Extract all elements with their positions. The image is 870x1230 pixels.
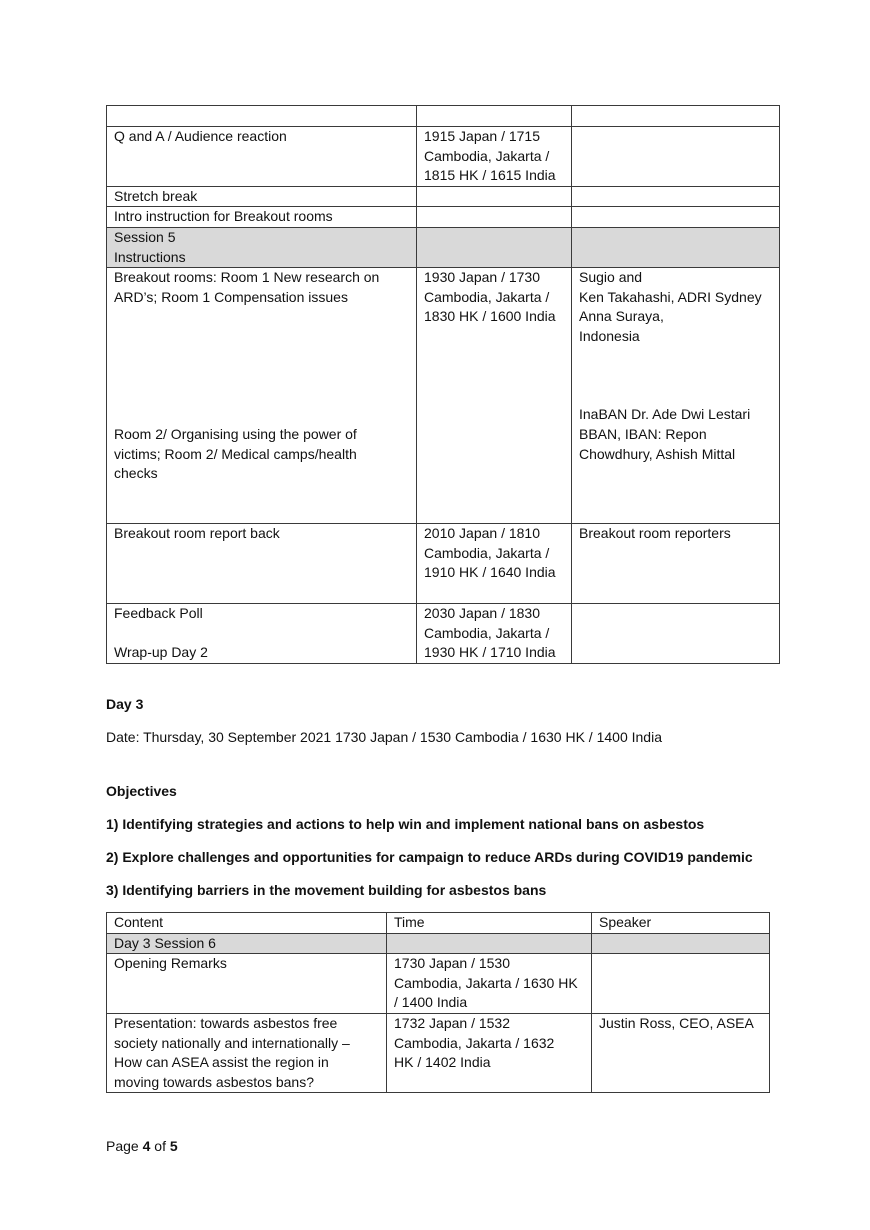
cell-content: Feedback Poll Wrap-up Day 2 [107,604,417,664]
table-row [107,268,780,524]
page-total: 5 [169,1138,178,1154]
table-row [107,106,780,127]
cell-content: Q and A / Audience reaction [107,127,417,187]
table-row [107,186,780,207]
page-current: 4 [142,1138,151,1154]
cell-time: 1930 Japan / 1730 Cambodia, Jakarta / 1830 HK / 1600 India [417,268,572,524]
cell-content [107,106,417,127]
page-prefix: Page [106,1138,143,1154]
cell-speaker [572,106,780,127]
table-row [107,1013,770,1092]
cell-speaker [572,604,780,664]
day3-date: Date: Thursday, 30 September 2021 1730 Japan / 1530 Cambodia / 1630 HK / 1400 India [106,729,662,745]
cell-time: 1730 Japan / 1530 Cambodia, Jakarta / 1630 HK / 1400 India [387,954,592,1014]
cell-time: 1732 Japan / 1532 Cambodia, Jakarta / 1632 HK / 1402 India [387,1013,592,1092]
table-row [107,524,780,604]
cell-content: Opening Remarks [107,954,387,1014]
cell-speaker [572,186,780,207]
header-speaker: Speaker [592,913,770,934]
objective-2: 2) Explore challenges and opportunities for campaign to reduce ARDs during COVID19 pandemic [106,849,753,865]
schedule-table-day2 [106,105,780,664]
table-row [107,604,780,664]
cell-speaker [572,227,780,267]
cell-speaker [592,933,770,954]
table-row [107,954,770,1014]
cell-time [417,227,572,267]
cell-speaker: Sugio and Ken Takahashi, ADRI Sydney Anna Suraya, Indonesia InaBAN Dr. Ade Dwi Lestari BBAN, IBAN: Repon Chowdhury, Ashish Mittal [572,268,780,524]
objective-3: 3) Identifying barriers in the movement building for asbestos bans [106,882,547,898]
cell-content: Presentation: towards asbestos free society nationally and internationally – How can ASEA assist the region in moving towards asbestos bans? [107,1013,387,1092]
table-row [107,933,770,954]
day3-heading: Day 3 [106,696,144,712]
header-time: Time [387,913,592,934]
cell-time [417,106,572,127]
cell-content: Intro instruction for Breakout rooms [107,207,417,228]
cell-time: 2010 Japan / 1810 Cambodia, Jakarta / 1910 HK / 1640 India [417,524,572,604]
cell-speaker [572,207,780,228]
cell-speaker [572,127,780,187]
cell-speaker [592,954,770,1014]
header-content: Content [107,913,387,934]
objectives-heading: Objectives [106,783,177,799]
cell-content: Breakout room report back [107,524,417,604]
objective-1: 1) Identifying strategies and actions to help win and implement national bans on asbestos [106,816,705,832]
table-row [107,127,780,187]
cell-content: Session 5 Instructions [107,227,417,267]
cell-content: Stretch break [107,186,417,207]
cell-speaker: Justin Ross, CEO, ASEA [592,1013,770,1092]
cell-content: Breakout rooms: Room 1 New research on ARD’s; Room 1 Compensation issues Room 2/ Organising using the power of victims; Room 2/ Medical camps/health checks [107,268,417,524]
page-of: of [150,1138,170,1154]
page-footer [106,1138,178,1154]
cell-time [417,186,572,207]
schedule-table-day3 [106,912,770,1093]
cell-speaker: Breakout room reporters [572,524,780,604]
cell-time: 2030 Japan / 1830 Cambodia, Jakarta / 1930 HK / 1710 India [417,604,572,664]
table-header-row [107,913,770,934]
cell-time [387,933,592,954]
cell-content: Day 3 Session 6 [107,933,387,954]
cell-time: 1915 Japan / 1715 Cambodia, Jakarta / 1815 HK / 1615 India [417,127,572,187]
cell-time [417,207,572,228]
table-row [107,207,780,228]
table-row [107,227,780,267]
